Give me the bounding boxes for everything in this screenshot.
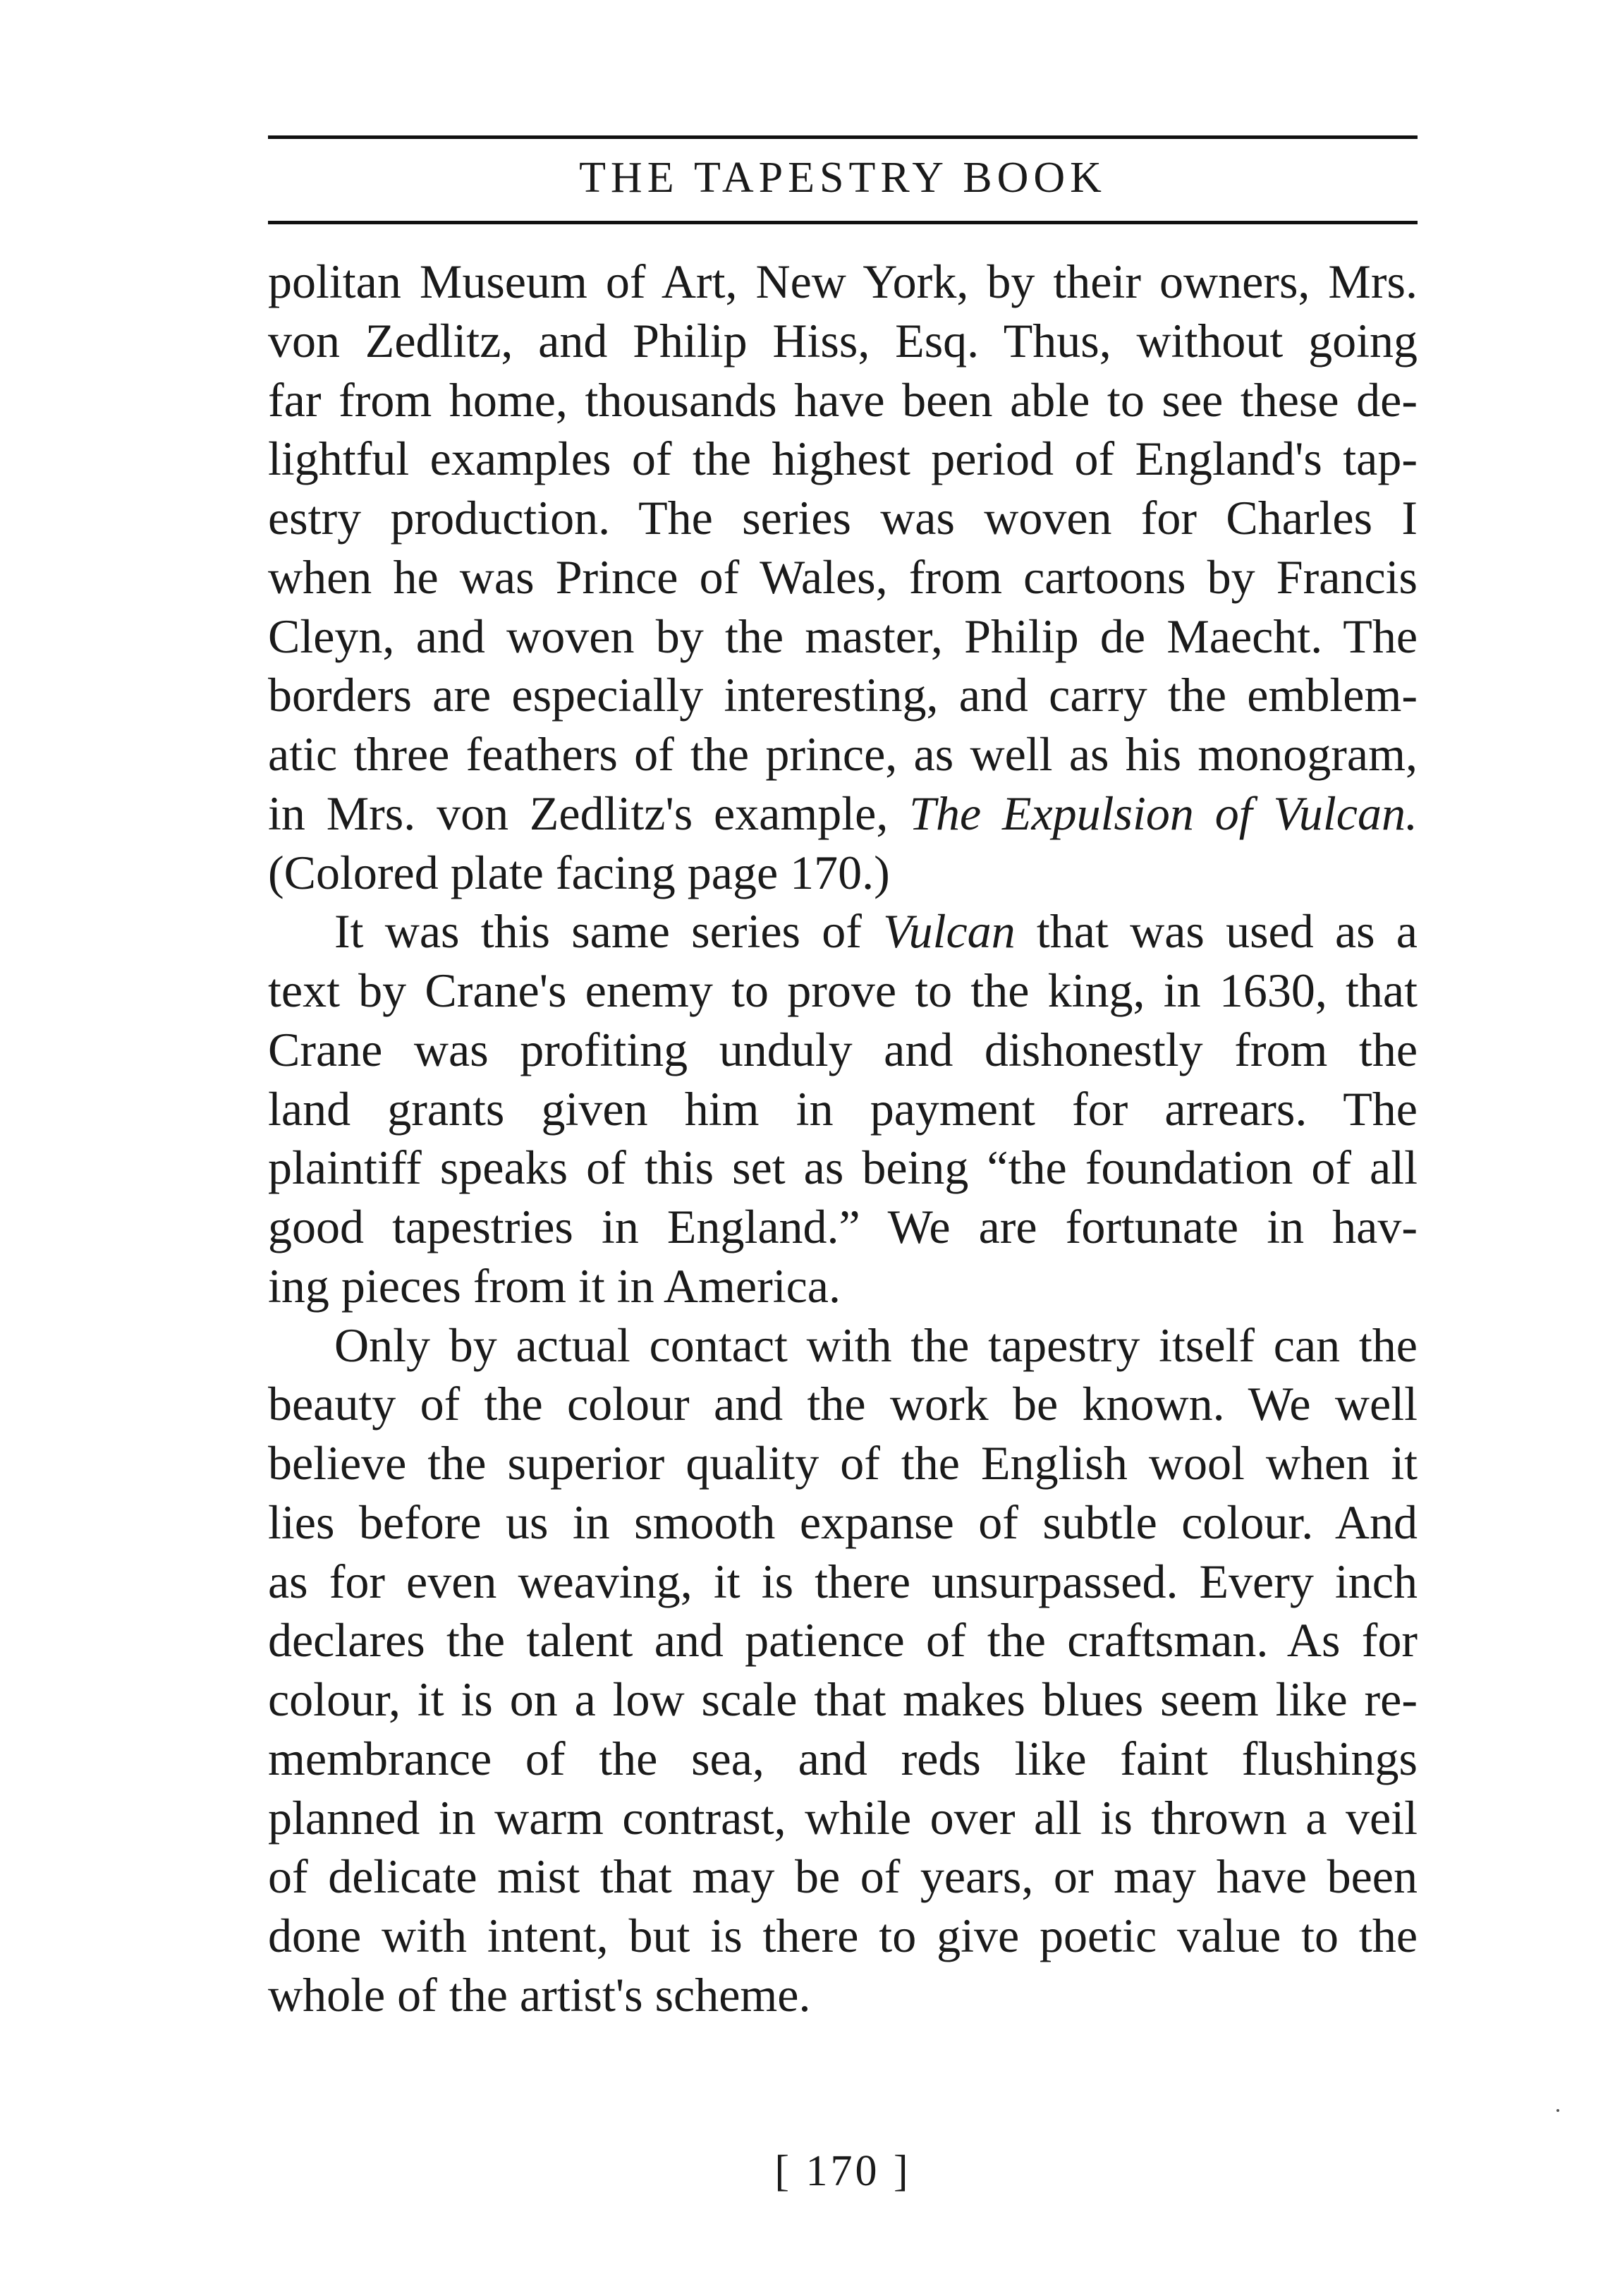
text-line: von Zedlitz, and Philip Hiss, Esq. Thus, without going xyxy=(268,313,1418,368)
text-line: estry production. The series was woven for Charles I xyxy=(268,491,1418,545)
text-line: text by Crane's enemy to prove to the king, in 1630, that xyxy=(268,964,1418,1017)
line-text: that was used as a xyxy=(1015,904,1418,959)
text-line: done with intent, but is there to give poetic value to the xyxy=(268,1909,1418,1962)
text-line: colour, it is on a low scale that makes blues seem like re- xyxy=(268,1672,1418,1726)
text-line: atic three feathers of the prince, as well as his monogram, xyxy=(268,727,1418,781)
text-line: plaintiff speaks of this set as being “the foundation of all xyxy=(268,1141,1418,1195)
line-text: It was this same series of xyxy=(334,904,884,959)
text-line: when he was Prince of Wales, from cartoons by Francis xyxy=(268,549,1418,604)
text-line: far from home, thousands have been able to see these de- xyxy=(268,372,1418,427)
text-line: borders are especially interesting, and carry the emblem- xyxy=(268,668,1418,722)
text-line: beauty of the colour and the work be known. We well xyxy=(268,1377,1418,1431)
page-number: [ 170 ] xyxy=(774,2147,911,2195)
text-line: Only by actual contact with the tapestry itself can the xyxy=(334,1318,1418,1372)
header-rule-bottom xyxy=(268,221,1418,224)
running-head: THE TAPESTRY BOOK xyxy=(579,154,1107,202)
italic-title: Vulcan xyxy=(883,904,1016,959)
text-line: lightful examples of the highest period of England's tap- xyxy=(268,432,1418,486)
text-line: whole of the artist's scheme. xyxy=(268,1967,811,2022)
header-rule-top xyxy=(268,135,1418,139)
body-text xyxy=(268,253,1418,2025)
italic-title: The Expulsion of Vulcan. xyxy=(909,786,1418,840)
line-text: in Mrs. von Zedlitz's example, xyxy=(268,786,910,840)
text-line: as for even weaving, it is there unsurpassed. Every inch xyxy=(268,1554,1418,1608)
text-line: of delicate mist that may be of years, or may have been xyxy=(268,1849,1418,1904)
text-line: membrance of the sea, and reds like faint flushings xyxy=(268,1731,1418,1785)
text-line: Cleyn, and woven by the master, Philip de Maecht. The xyxy=(268,609,1418,663)
text-line xyxy=(268,902,1418,961)
text-line: planned in warm contrast, while over all is thrown a veil xyxy=(268,1790,1418,1845)
paper-speck xyxy=(1556,2109,1559,2112)
text-line xyxy=(268,784,1418,844)
text-line: (Colored plate facing page 170.) xyxy=(268,845,890,899)
text-line: Crane was profiting unduly and dishonestly from the xyxy=(268,1022,1418,1076)
text-line: politan Museum of Art, New York, by their owners, Mrs. xyxy=(268,255,1418,308)
text-line: good tapestries in England.” We are fortunate in hav- xyxy=(268,1200,1418,1253)
text-line: lies before us in smooth expanse of subtle colour. And xyxy=(268,1495,1418,1549)
text-line: believe the superior quality of the English wool when it xyxy=(268,1436,1418,1490)
text-line: land grants given him in payment for arrears. The xyxy=(268,1081,1418,1136)
text-line: declares the talent and patience of the craftsman. As for xyxy=(268,1613,1418,1668)
text-line: ing pieces from it in America. xyxy=(268,1258,841,1313)
